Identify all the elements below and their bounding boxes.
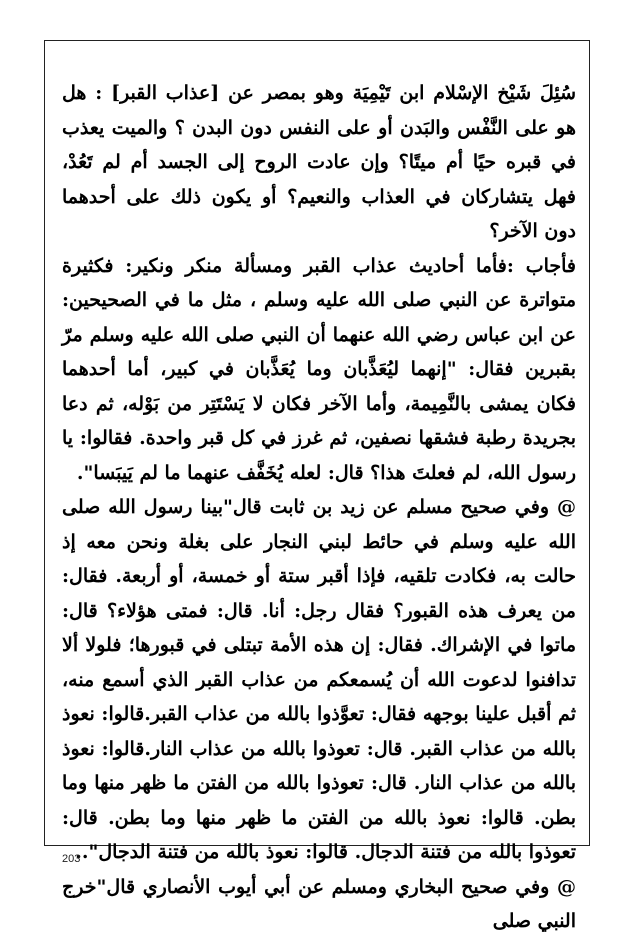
page-number: 203 <box>62 853 81 865</box>
paragraph-bukhari-muslim: @ وفي صحيح البخاري ومسلم عن أبي أيوب الأنصاري قال"خرج النبي صلى <box>62 875 576 932</box>
paragraph-answer: فأجاب :فأما أحاديث عذاب القبر ومسألة منكر ونكير: فكثيرة متواترة عن النبي صلى الله عليه وسلم ، مثل ما في الصحيحين: عن ابن عباس رضي الله عنهما أن النبي صلى الله عليه وسلم مرّ بقبرين فقال: "إنهما ليُعَذَّبان وما يُعَذَّبان في كبير، أما أحدهما فكان يمشى بالنَّمِيمة، وأما الآخر فكان لا يَسْتَتِر من بَوْله، ثم دعا بجريدة رطبة فشقها نصفين، ثم غرز في كل قبر واحدة. فقالوا: يا رسول الله، لم فعلتَ هذا؟ قال: لعله يُخَفَّف عنهما ما لم يَيبَسا". <box>62 254 576 484</box>
paragraph-muslim-hadith: @ وفي صحيح مسلم عن زيد بن ثابت قال"بينا رسول الله صلى الله عليه وسلم في حائط لبني النجار على بغلة ونحن معه إذ حالت به، فكادت تلقيه، فإذا أقبر ستة أو خمسة، أو أربعة. فقال: من يعرف هذه القبور؟ فقال رجل: أنا. قال: فمتى هؤلاء؟ قال: ماتوا في الإشراك. فقال: إن هذه الأمة تبتلى في قبورها؛ فلولا ألا تدافنوا لدعوت الله أن يُسمعكم من عذاب القبر الذي أسمع منه، ثم أقبل علينا بوجهه فقال: تعوَّذوا بالله من عذاب القبر.قالوا: نعوذ بالله من عذاب القبر. قال: تعوذوا بالله من عذاب النار.قالوا: نعوذ بالله من عذاب النار. قال: تعوذوا بالله من الفتن ما ظهر منها وما بطن. قالوا: نعوذ بالله من الفتن ما ظهر منها وما بطن. قال: تعوذوا بالله من فتنة الدجال. قالوا: نعوذ بالله من فتنة الدجال".. <box>62 496 576 863</box>
paragraph-question: سُئِلَ شَيْخ الإسْلام ابن تَيْمِيَة وهو بمصر عن [عذاب القبر] : هل هو على النَّفْس والبَدن أو على النفس دون البدن ؟ والميت يعذب في قبره حيًا أم ميتًا؟ وإن عادت الروح إلى الجسد أم لم تَعُدْ، فهل يتشاركان في العذاب والنعيم؟ أو يكون ذلك على أحدهما دون الآخر؟ <box>62 82 576 242</box>
body-text <box>62 76 576 939</box>
